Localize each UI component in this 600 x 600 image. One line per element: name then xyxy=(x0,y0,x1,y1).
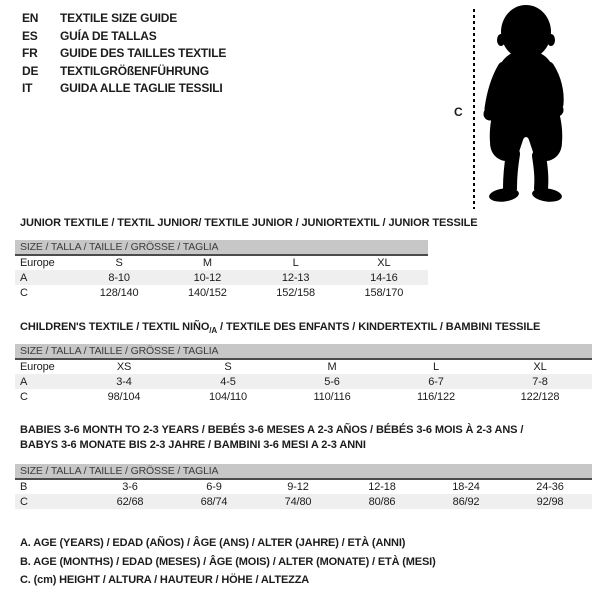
footnote-b: B. AGE (MONTHS) / EDAD (MESES) / ÂGE (MOIS) / ALTER (MONATE) / ETÀ (MESI) xyxy=(20,555,436,568)
section-title-junior: JUNIOR TEXTILE / TEXTIL JUNIOR/ TEXTILE JUNIOR / JUNIORTEXTIL / JUNIOR TESSILE xyxy=(20,217,478,229)
table-row-age xyxy=(15,270,428,285)
table-cell: 152/158 xyxy=(276,286,315,299)
language-row xyxy=(22,28,226,46)
table-cell: 7-8 xyxy=(532,375,548,388)
footnotes xyxy=(20,534,436,590)
column-header-region: Europe xyxy=(20,257,55,269)
height-dashed-line xyxy=(473,9,475,209)
language-code: ES xyxy=(22,28,38,43)
column-header: S xyxy=(115,257,123,269)
table-cell: 158/170 xyxy=(364,286,404,299)
row-label: C xyxy=(20,390,28,403)
footnote-c: C. (cm) HEIGHT / ALTURA / HAUTEUR / HÖHE / ALTEZZA xyxy=(20,574,310,586)
table-cell: 122/128 xyxy=(520,390,560,403)
table-cell: 18-24 xyxy=(452,481,480,493)
table-cell: 104/110 xyxy=(209,390,247,403)
language-code: DE xyxy=(22,63,39,78)
section-title-subscript: /A xyxy=(209,326,218,336)
column-header: M xyxy=(327,361,337,373)
size-header-row xyxy=(15,240,428,255)
size-header-bar: SIZE / TALLA / TAILLE / GRÖSSE / TAGLIA xyxy=(15,344,592,359)
table-cell: 9-12 xyxy=(287,481,309,493)
table-cell: 10-12 xyxy=(193,271,222,284)
baby-silhouette-icon xyxy=(478,4,574,206)
size-header-row xyxy=(15,344,592,359)
column-header: XL xyxy=(533,361,547,373)
table-row-months xyxy=(15,479,592,494)
table-cell: 140/152 xyxy=(188,286,227,299)
table-row-height xyxy=(15,389,592,404)
language-code: FR xyxy=(22,46,38,60)
column-header: L xyxy=(292,257,299,269)
table-cell: 4-5 xyxy=(220,375,236,388)
language-code: EN xyxy=(22,11,39,25)
column-header: XL xyxy=(377,257,391,269)
table-cell: 128/140 xyxy=(99,286,139,299)
table-cell: 6-9 xyxy=(206,481,222,493)
column-header: S xyxy=(224,361,232,373)
section-title-text: / TEXTILE DES ENFANTS / KINDERTEXTIL / BAMBINI TESSILE xyxy=(217,321,541,333)
column-header-row xyxy=(15,255,428,270)
section-title-children xyxy=(20,320,595,338)
table-cell: 86/92 xyxy=(452,495,480,508)
row-label: C xyxy=(20,495,28,508)
language-row xyxy=(22,45,226,63)
table-cell: 74/80 xyxy=(284,495,312,508)
table-cell: 80/86 xyxy=(368,495,396,508)
language-label: TEXTILGRÖßENFÜHRUNG xyxy=(60,63,209,78)
language-label: TEXTILE SIZE GUIDE xyxy=(60,11,178,25)
table-cell: 5-6 xyxy=(324,375,340,388)
table-cell: 98/104 xyxy=(107,390,141,403)
row-label: A xyxy=(20,375,28,388)
size-header-row xyxy=(15,464,592,479)
row-label: A xyxy=(20,271,28,284)
table-cell: 12-18 xyxy=(368,481,396,493)
language-label: GUIDA ALLE TAGLIE TESSILI xyxy=(60,81,223,95)
table-cell: 6-7 xyxy=(428,375,444,388)
table-cell: 3-6 xyxy=(122,481,138,493)
language-label: GUIDE DES TAILLES TEXTILE xyxy=(60,46,227,60)
section-title-line1: BABIES 3-6 MONTH TO 2-3 YEARS / BEBÉS 3-6 MESES A 2-3 AÑOS / BÉBÉS 3-6 MOIS À 2-3 ANS / xyxy=(20,424,524,436)
size-table-children xyxy=(15,344,592,404)
language-row xyxy=(22,80,226,98)
size-header-bar: SIZE / TALLA / TAILLE / GRÖSSE / TAGLIA xyxy=(15,240,428,255)
language-code: IT xyxy=(22,81,33,95)
table-cell: 24-36 xyxy=(536,481,564,493)
column-header-region: Europe xyxy=(20,361,55,373)
section-title-babies xyxy=(20,423,595,453)
size-table-babies xyxy=(15,464,592,509)
language-label: GUÍA DE TALLAS xyxy=(60,28,157,43)
size-table-junior xyxy=(15,240,428,300)
table-row-height xyxy=(15,285,428,300)
table-cell: 14-16 xyxy=(370,271,398,284)
table-row-height xyxy=(15,494,592,509)
column-header: XS xyxy=(116,361,132,373)
table-cell: 68/74 xyxy=(200,495,228,508)
table-cell: 3-4 xyxy=(116,375,132,388)
height-measure-label: C xyxy=(454,105,463,119)
language-row xyxy=(22,63,226,81)
size-header-bar: SIZE / TALLA / TAILLE / GRÖSSE / TAGLIA xyxy=(15,464,592,479)
table-cell: 62/68 xyxy=(116,495,144,508)
table-row-age xyxy=(15,374,592,389)
language-row xyxy=(22,10,226,28)
column-header-row xyxy=(15,359,592,374)
row-label: C xyxy=(20,286,28,299)
table-cell: 110/116 xyxy=(313,390,351,403)
footnote-a: A. AGE (YEARS) / EDAD (AÑOS) / ÂGE (ANS) / ALTER (JAHRE) / ETÀ (ANNI) xyxy=(20,537,406,549)
table-cell: 12-13 xyxy=(281,271,310,284)
column-header: L xyxy=(433,361,439,373)
table-cell: 116/122 xyxy=(417,390,455,403)
section-title-text: CHILDREN'S TEXTILE / TEXTIL NIÑO xyxy=(20,321,210,333)
section-title-line2: BABYS 3-6 MONATE BIS 2-3 JAHRE / BAMBINI 3-6 MESI A 2-3 ANNI xyxy=(20,439,366,451)
column-header: M xyxy=(202,257,212,269)
language-list xyxy=(22,10,226,98)
table-cell: 92/98 xyxy=(536,495,564,508)
table-cell: 8-10 xyxy=(108,271,130,284)
row-label: B xyxy=(20,481,28,493)
